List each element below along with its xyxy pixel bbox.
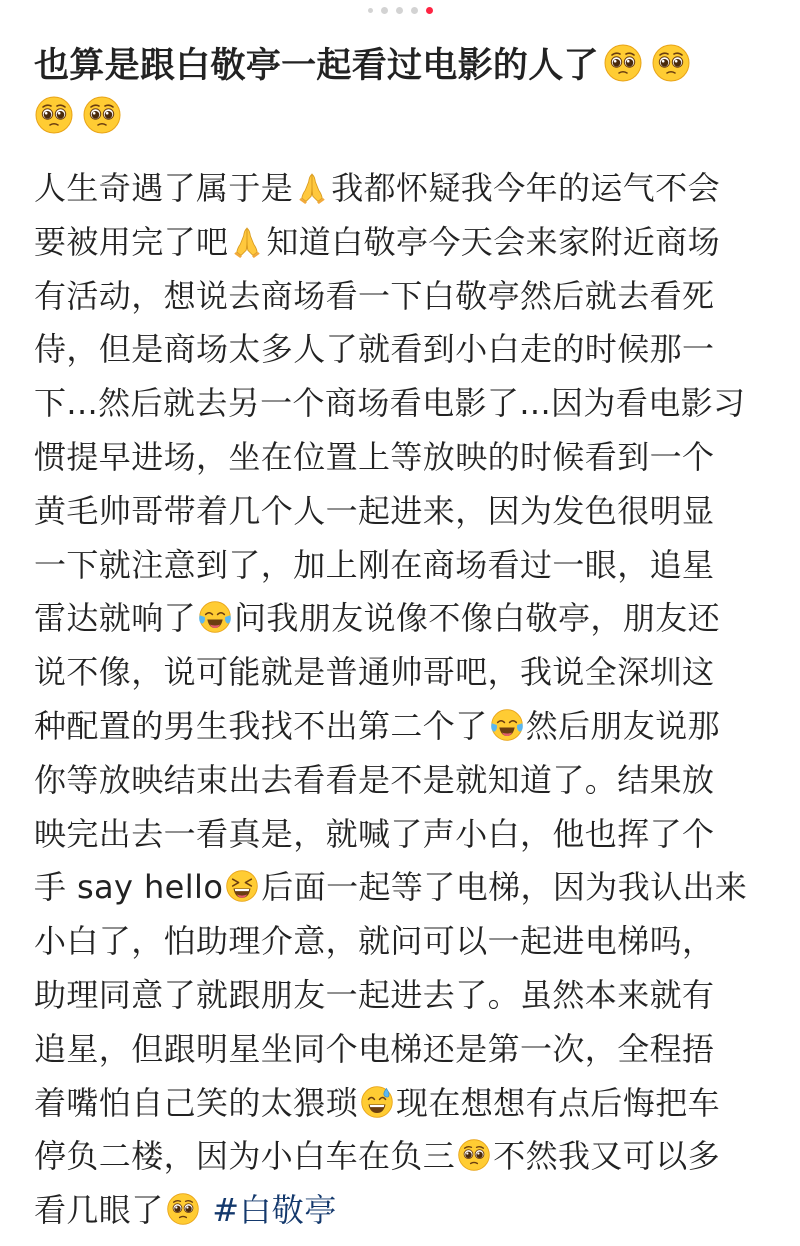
body-text: 有活动，想说去商场看一下白敬亭然后就去看死: [34, 276, 715, 315]
post-title-text: 也算是跟白敬亭一起看过电影的人了: [34, 46, 599, 86]
body-text: 追星，但跟明星坐同个电梯还是第一次，全程捂: [34, 1029, 715, 1068]
body-text: 小白了，怕助理介意，就问可以一起进电梯吗，: [34, 922, 715, 961]
body-text: 看几眼了: [34, 1191, 164, 1230]
pager-dot-active[interactable]: [426, 7, 433, 14]
body-text: 不然我又可以多: [493, 1137, 721, 1176]
body-text: 现在想想有点后悔把车: [396, 1083, 721, 1122]
body-text: 停负二楼，因为小白车在负三: [34, 1137, 456, 1176]
body-text: 下...然后就去另一个商场看电影了...因为看电影习: [34, 384, 746, 423]
pager-dot[interactable]: [396, 7, 403, 14]
tears-of-joy-icon: [490, 708, 524, 742]
image-pager-indicator: [0, 4, 800, 16]
folded-hands-icon: [295, 170, 329, 204]
folded-hands-icon: [230, 224, 264, 258]
body-text: 着嘴怕自己笑的太猥琐: [34, 1083, 359, 1122]
pager-dot[interactable]: [411, 7, 418, 14]
body-text: 后面一起等了电梯，因为我认出来: [261, 868, 748, 907]
pleading-face-icon: [603, 43, 643, 83]
body-text: 然后朋友说那: [525, 706, 721, 745]
sweat-smile-icon: [360, 1085, 394, 1119]
body-text: 说不像，说可能就是普通帅哥吧，我说全深圳这: [34, 653, 715, 692]
pager-dot[interactable]: [381, 7, 388, 14]
body-text: 手 say hello: [34, 868, 224, 907]
body-text: 知道白敬亭今天会来家附近商场: [266, 222, 721, 261]
pleading-face-icon: [651, 43, 691, 83]
body-text: 映完出去一看真是，就喊了声小白，他也挥了个: [34, 814, 715, 853]
body-text: 一下就注意到了，加上刚在商场看过一眼，追星: [34, 545, 715, 584]
pleading-face-icon: [457, 1138, 491, 1172]
body-text: 黄毛帅哥带着几个人一起进来，因为发色很明显: [34, 491, 715, 530]
body-text: 要被用完了吧: [34, 222, 229, 261]
body-text: 种配置的男生我找不出第二个了: [34, 706, 488, 745]
post-body: [34, 162, 769, 1238]
pleading-face-icon: [34, 95, 74, 135]
body-text: 你等放映结束出去看看是不是就知道了。结果放: [34, 760, 715, 799]
tears-of-joy-icon: [198, 600, 232, 634]
post-title: [34, 40, 769, 144]
pager-dot[interactable]: [368, 8, 373, 13]
body-text: 助理同意了就跟朋友一起进去了。虽然本来就有: [34, 975, 715, 1014]
body-text: 雷达就响了: [34, 599, 197, 638]
hashtag-link[interactable]: #白敬亭: [212, 1191, 337, 1230]
pleading-face-icon: [166, 1192, 200, 1226]
body-text: 我都怀疑我今年的运气不会: [331, 169, 721, 207]
pleading-face-icon: [82, 95, 122, 135]
body-text: 人生奇遇了属于是: [34, 169, 294, 207]
laughing-face-icon: [225, 869, 259, 903]
body-text: 惯提早进场，坐在位置上等放映的时候看到一个: [34, 437, 715, 476]
body-text: 问我朋友说像不像白敬亭，朋友还: [234, 599, 721, 638]
body-text: 侍，但是商场太多人了就看到小白走的时候那一: [34, 330, 715, 369]
